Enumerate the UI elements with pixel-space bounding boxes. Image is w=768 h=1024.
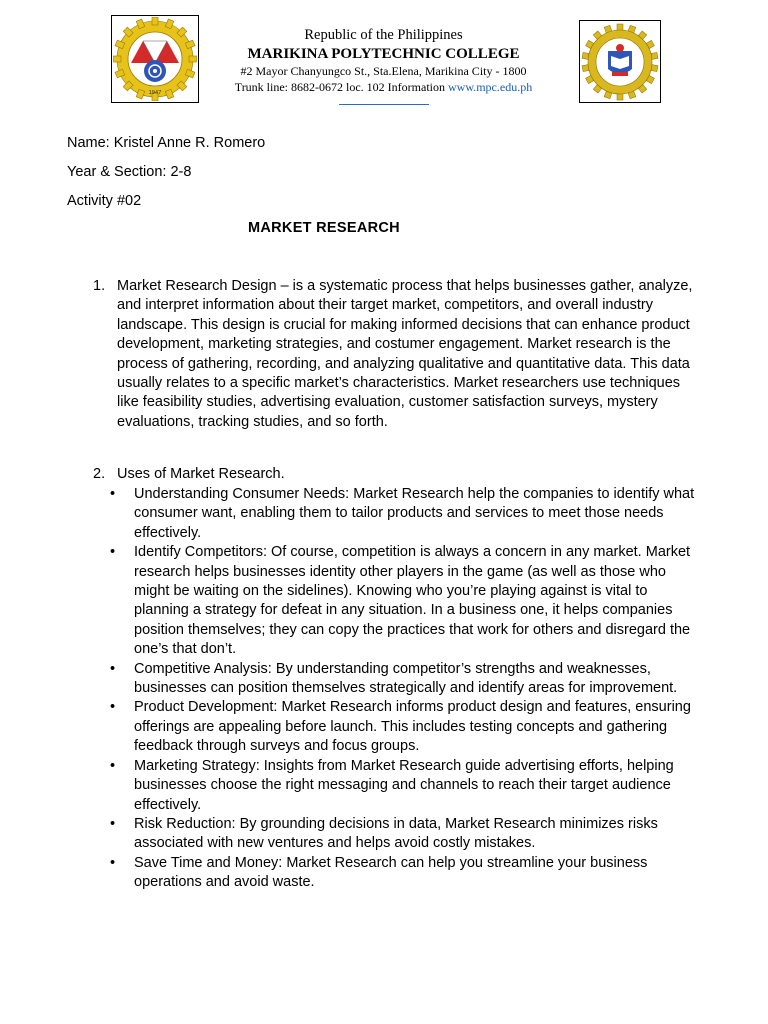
- bullet-icon: •: [110, 660, 116, 677]
- list-item-text: Risk Reduction: By grounding decisions in data, Market Research minimizes risks associated with new ventures and helps avoid costly mistakes.: [134, 815, 658, 852]
- student-name: Name: Kristel Anne R. Romero: [67, 135, 266, 151]
- college-logo-right: [579, 20, 661, 103]
- activity-number: Activity #02: [67, 193, 142, 209]
- section-2-number: 2.: [93, 466, 106, 482]
- section-1-paragraph: Market Research Design – is a systematic process that helps businesses gather, analyze, and interpret information about their target market, competitors, and overall industry landscape. This design is crucial for making informed decisions that can enhance product development, marketing strategies, and costumer engagement. Market research is the process of gathering, recording, and analyzing qualitative and quantitative data. This data usually relates to a specific market’s characteristics. Market researchers use techniques like feasibility studies, advertising evaluation, customer satisfaction surveys, mystery evaluations, tracking studies, and so forth.: [117, 278, 693, 430]
- bullet-icon: •: [110, 815, 116, 832]
- list-item-text: Product Development: Market Research informs product design and features, ensuring offerings are appealing before launch. This includes testing concepts and gathering feedback through surveys and focus groups.: [134, 699, 691, 755]
- list-item: [110, 485, 702, 543]
- college-name: MARIKINA POLYTECHNIC COLLEGE: [247, 46, 520, 62]
- uses-bullet-list: [110, 485, 702, 893]
- website-link[interactable]: www.mpc.edu.ph: [448, 80, 533, 94]
- college-emblem-icon: [581, 23, 659, 101]
- list-item-text: Marketing Strategy: Insights from Market Research guide advertising efforts, helping businesses choose the right messaging and channels to reach their target audience effectively.: [134, 757, 674, 813]
- list-item-text: Identify Competitors: Of course, competition is always a concern in any market. Market research helps businesses identity other players in the game (as well as those who might be waiting on the sidelines). Knowing who you’re playing against is vital to planning a strategy for defeat in any situation. In a business one, it helps companies position themselves; they can copy the practices that work for others and disregard the one’s that don’t.: [134, 544, 691, 658]
- college-address: #2 Mayor Chanyungco St., Sta.Elena, Marikina City - 1800: [240, 64, 527, 78]
- college-seal-icon: [113, 17, 197, 101]
- list-item-text: Understanding Consumer Needs: Market Research help the companies to identify what consumer want, enabling them to tailor products and services to meet those needs effectively.: [134, 486, 695, 541]
- section-2-heading: Uses of Market Research.: [117, 466, 285, 482]
- list-item: [110, 815, 702, 854]
- bullet-icon: •: [110, 699, 116, 716]
- bullet-icon: •: [110, 854, 116, 871]
- list-item-text: Save Time and Money: Market Research can help you streamline your business operations and avoid waste.: [134, 854, 648, 891]
- section-1-number: 1.: [93, 278, 106, 294]
- bullet-icon: •: [110, 486, 116, 502]
- document-title: MARKET RESEARCH: [248, 220, 400, 236]
- header-divider: [339, 104, 429, 105]
- bullet-icon: •: [110, 544, 116, 561]
- republic-line: Republic of the Philippines: [304, 27, 463, 43]
- bullet-icon: •: [110, 757, 116, 774]
- trunk-line-text: Trunk line: 8682-0672 loc. 102 Information: [234, 80, 448, 94]
- list-item: [110, 543, 702, 659]
- college-logo-left: [111, 15, 199, 103]
- trunk-line: [205, 79, 562, 95]
- list-item: [110, 757, 702, 815]
- list-item-text: Competitive Analysis: By understanding competitor’s strengths and weaknesses, businesses can position themselves strategically and identify areas for improvement.: [134, 660, 678, 697]
- list-item: [110, 698, 702, 756]
- list-item: [110, 660, 702, 699]
- year-section: Year & Section: 2-8: [67, 164, 192, 180]
- list-item: [110, 854, 702, 893]
- letterhead: [205, 26, 562, 95]
- svg-text:1947: 1947: [148, 90, 162, 96]
